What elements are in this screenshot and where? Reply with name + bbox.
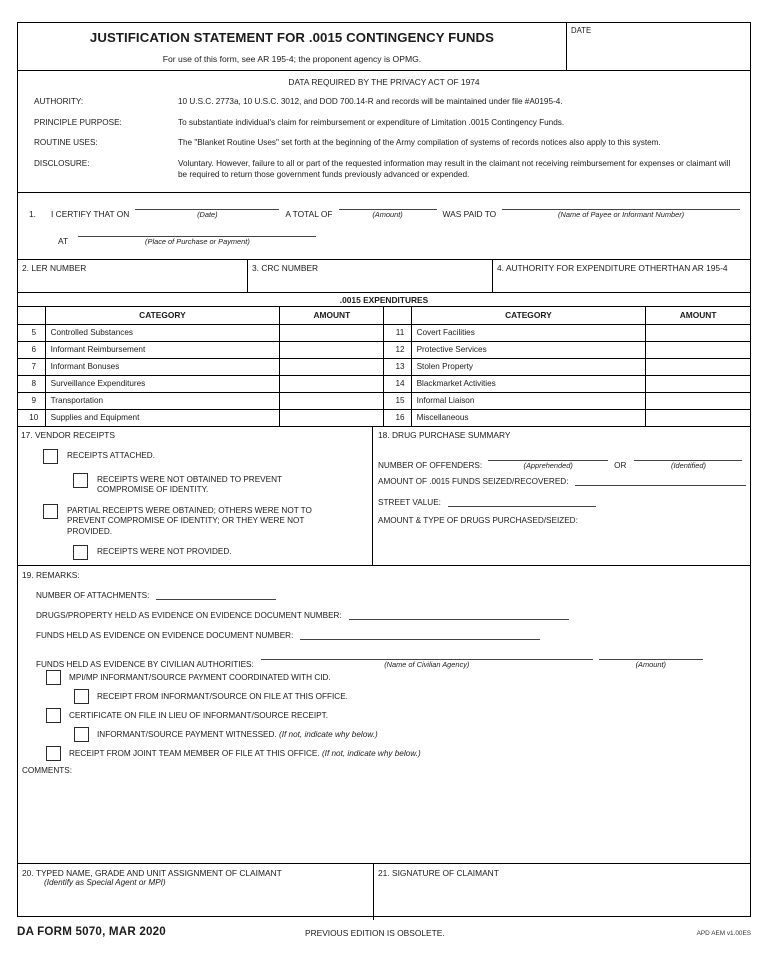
row-amount-input[interactable] xyxy=(646,409,750,426)
checkbox-label-note: (If not, indicate why below.) xyxy=(321,748,421,758)
vendor-receipts-section xyxy=(18,427,373,565)
funds-evidence-input[interactable] xyxy=(300,628,540,640)
checkbox-receipts-not-provided[interactable] xyxy=(73,545,88,560)
table-row xyxy=(18,341,750,358)
funds-evidence-label: FUNDS HELD AS EVIDENCE ON EVIDENCE DOCUMENT NUMBER: xyxy=(36,630,294,640)
row-category: Informal Liaison xyxy=(411,392,646,409)
row-category: Surveillance Expenditures xyxy=(45,375,280,392)
signature-number: 21. xyxy=(378,867,390,878)
identifiers-row xyxy=(18,260,750,293)
row-number: 11 xyxy=(384,324,411,341)
funds-seized-input[interactable] xyxy=(575,474,746,486)
row-number: 16 xyxy=(384,409,411,426)
row-category: Covert Facilities xyxy=(411,324,646,341)
privacy-text: Voluntary. However, failure to all or part of the requested information may result in the claimant not receiving reimbursement for expenses or claimant will be required to return those government funds previously advanced or expended. xyxy=(178,158,731,179)
privacy-row-routine-uses xyxy=(18,137,750,149)
identified-caption: (Identified) xyxy=(670,460,706,470)
certify-amount-input[interactable] xyxy=(339,198,437,210)
certify-at-label: AT xyxy=(58,236,69,246)
form-subtitle: For use of this form, see AR 195-4; the proponent agency is OPMG. xyxy=(162,54,422,64)
certification-block xyxy=(18,193,750,260)
da-form-5070 xyxy=(17,22,751,917)
ler-number-text: LER NUMBER xyxy=(31,263,87,273)
item-1-number: 1. xyxy=(29,209,36,219)
privacy-row-authority xyxy=(18,96,750,108)
row-category: Supplies and Equipment xyxy=(45,409,280,426)
row-number: 15 xyxy=(384,392,411,409)
col-blank-right xyxy=(384,307,411,324)
row-amount-input[interactable] xyxy=(646,358,750,375)
checkbox-mpi-payment-coordinated[interactable] xyxy=(46,670,61,685)
row-category: Miscellaneous xyxy=(411,409,646,426)
or-label: OR xyxy=(614,460,627,470)
checkbox-label: RECEIPTS WERE NOT OBTAINED TO PREVENT COMPROMISE OF IDENTITY. xyxy=(97,474,282,494)
authority-expenditure-field[interactable] xyxy=(493,260,750,292)
civilian-agency-caption: (Name of Civilian Agency) xyxy=(384,659,470,669)
funds-seized-label: AMOUNT OF .0015 FUNDS SEIZED/RECOVERED: xyxy=(378,476,569,486)
date-label: DATE xyxy=(571,26,592,35)
date-block xyxy=(567,23,750,70)
ler-number-field[interactable] xyxy=(18,260,248,292)
certify-paid-to-label: WAS PAID TO xyxy=(442,209,497,219)
certify-payee-caption: (Name of Payee or Informant Number) xyxy=(558,210,685,219)
row-number: 14 xyxy=(384,375,411,392)
checkbox-receipts-not-obtained[interactable] xyxy=(73,473,88,488)
certify-place-input[interactable] xyxy=(78,225,316,237)
row-amount-input[interactable] xyxy=(280,375,384,392)
row-amount-input[interactable] xyxy=(646,324,750,341)
table-row xyxy=(18,324,750,341)
signature-label: SIGNATURE OF CLAIMANT xyxy=(391,867,499,878)
certify-payee-input[interactable] xyxy=(502,198,740,210)
receipts-and-drugs-block xyxy=(18,427,750,566)
checkbox-label: MPI/MP INFORMANT/SOURCE PAYMENT COORDINATED WITH CID. xyxy=(69,672,331,682)
attachments-label: NUMBER OF ATTACHMENTS: xyxy=(36,590,150,600)
privacy-label: ROUTINE USES: xyxy=(34,138,98,147)
row-number: 7 xyxy=(18,358,45,375)
authority-text: AUTHORITY FOR EXPENDITURE OTHERTHAN AR 195-4 xyxy=(505,263,728,273)
row-number: 8 xyxy=(18,375,45,392)
crc-number-text: CRC NUMBER xyxy=(261,263,319,273)
expenditures-header-row xyxy=(18,307,750,324)
col-amount-left: AMOUNT xyxy=(280,307,384,324)
table-row xyxy=(18,358,750,375)
offenders-apprehended-input[interactable] xyxy=(488,449,608,461)
row-number: 13 xyxy=(384,358,411,375)
row-category: Protective Services xyxy=(411,341,646,358)
row-amount-input[interactable] xyxy=(280,341,384,358)
checkbox-label: CERTIFICATE ON FILE IN LIEU OF INFORMANT/SOURCE RECEIPT. xyxy=(69,710,328,720)
privacy-label: AUTHORITY: xyxy=(34,97,84,106)
privacy-text: 10 U.S.C. 2773a, 10 U.S.C. 3012, and DOD 700.14-R and records will be maintained under file #A0195-4. xyxy=(178,97,563,106)
version-label: APD AEM v1.00ES xyxy=(696,930,751,937)
checkbox-label: RECEIPT FROM JOINT TEAM MEMBER OF FILE AT THIS OFFICE. xyxy=(69,748,320,758)
certify-date-caption: (Date) xyxy=(197,210,218,219)
row-amount-input[interactable] xyxy=(280,358,384,375)
civilian-amount-caption: (Amount) xyxy=(635,659,666,669)
certify-total-label: A TOTAL OF xyxy=(285,209,333,219)
checkbox-receipt-on-file[interactable] xyxy=(74,689,89,704)
drugs-evidence-input[interactable] xyxy=(349,608,569,620)
expenditures-title: .0015 EXPENDITURES xyxy=(18,293,750,307)
row-amount-input[interactable] xyxy=(646,392,750,409)
offenders-identified-input[interactable] xyxy=(634,449,742,461)
privacy-row-disclosure xyxy=(18,158,750,181)
claimant-sublabel: (Identify as Special Agent or MPI) xyxy=(44,877,166,887)
row-category: Stolen Property xyxy=(411,358,646,375)
privacy-text: The "Blanket Routine Uses" set forth at the beginning of the Army compilation of systems of records notices also apply to this system. xyxy=(178,138,661,147)
comments-label: COMMENTS: xyxy=(22,765,73,775)
row-amount-input[interactable] xyxy=(280,392,384,409)
table-row xyxy=(18,392,750,409)
claimant-input[interactable] xyxy=(22,887,373,909)
form-header xyxy=(18,23,750,71)
row-amount-input[interactable] xyxy=(646,375,750,392)
row-number: 5 xyxy=(18,324,45,341)
row-category: Controlled Substances xyxy=(45,324,280,341)
col-category-left: CATEGORY xyxy=(45,307,280,324)
certify-place-caption: (Place of Purchase or Payment) xyxy=(145,237,250,246)
apprehended-caption: (Apprehended) xyxy=(523,460,573,470)
row-category: Blackmarket Activities xyxy=(411,375,646,392)
col-category-right: CATEGORY xyxy=(411,307,646,324)
remarks-section xyxy=(18,566,750,864)
checkbox-label-note: (If not, indicate why below.) xyxy=(278,729,378,739)
table-row xyxy=(18,375,750,392)
row-amount-input[interactable] xyxy=(280,324,384,341)
row-number: 10 xyxy=(18,409,45,426)
claimant-label: TYPED NAME, GRADE AND UNIT ASSIGNMENT OF CLAIMANT xyxy=(35,867,282,878)
form-id: DA FORM 5070, MAR 2020 xyxy=(17,925,166,938)
row-number: 6 xyxy=(18,341,45,358)
expenditures-table xyxy=(18,307,750,427)
row-amount-input[interactable] xyxy=(280,409,384,426)
row-category: Informant Reimbursement xyxy=(45,341,280,358)
claimant-number: 20. xyxy=(22,867,34,878)
title-block xyxy=(18,23,567,70)
row-amount-input[interactable] xyxy=(646,341,750,358)
crc-number-field[interactable] xyxy=(248,260,493,292)
crc-number-label: 3. xyxy=(252,263,259,273)
row-category: Transportation xyxy=(45,392,280,409)
civilian-agency-input[interactable] xyxy=(261,648,593,660)
checkbox-label: RECEIPTS WERE NOT PROVIDED. xyxy=(97,547,232,556)
checkbox-certificate-on-file[interactable] xyxy=(46,708,61,723)
table-row xyxy=(18,409,750,426)
col-blank-left xyxy=(18,307,45,324)
privacy-act-block xyxy=(18,71,750,193)
remarks-heading: 19. REMARKS: xyxy=(22,569,80,580)
certify-amount-caption: (Amount) xyxy=(372,210,403,219)
checkbox-label: RECEIPT FROM INFORMANT/SOURCE ON FILE AT THIS OFFICE. xyxy=(97,691,348,701)
street-value-input[interactable] xyxy=(448,495,596,507)
checkbox-label: PARTIAL RECEIPTS WERE OBTAINED; OTHERS WERE NOT TO PREVENT COMPROMISE OF IDENTITY; OR THEY WERE NOT PROVIDED. xyxy=(67,505,312,536)
privacy-row-principle-purpose xyxy=(18,117,750,129)
row-category: Informant Bonuses xyxy=(45,358,280,375)
drug-purchase-summary-section xyxy=(373,427,750,565)
col-amount-right: AMOUNT xyxy=(646,307,750,324)
authority-number-label: 4. xyxy=(497,263,504,273)
date-input[interactable] xyxy=(571,35,750,63)
drug-summary-heading: 18. DRUG PURCHASE SUMMARY xyxy=(378,429,511,440)
drugs-purchased-input[interactable] xyxy=(378,525,750,559)
offenders-label: NUMBER OF OFFENDERS: xyxy=(378,460,483,470)
checkbox-label: INFORMANT/SOURCE PAYMENT WITNESSED. xyxy=(97,729,277,739)
checkbox-partial-receipts[interactable] xyxy=(43,504,58,519)
privacy-text: To substantiate individual's claim for reimbursement or expenditure of Limitation .0015 Contingency Funds. xyxy=(178,117,565,127)
vendor-receipts-heading: 17. VENDOR RECEIPTS xyxy=(21,429,116,440)
drugs-evidence-label: DRUGS/PROPERTY HELD AS EVIDENCE ON EVIDENCE DOCUMENT NUMBER: xyxy=(36,610,342,620)
certify-date-input[interactable] xyxy=(135,198,279,210)
row-number: 12 xyxy=(384,341,411,358)
checkbox-label: RECEIPTS ATTACHED. xyxy=(67,450,155,460)
privacy-label: DISCLOSURE: xyxy=(34,158,90,168)
ler-number-label: 2. xyxy=(22,263,29,273)
page-title: JUSTIFICATION STATEMENT FOR .0015 CONTINGENCY FUNDS xyxy=(89,30,495,45)
checkbox-payment-witnessed[interactable] xyxy=(74,727,89,742)
form-footer xyxy=(17,925,751,945)
certify-lead-label: I CERTIFY THAT ON xyxy=(51,209,130,219)
attachments-input[interactable] xyxy=(156,588,276,600)
comments-input[interactable] xyxy=(22,775,750,885)
privacy-act-heading: DATA REQUIRED BY THE PRIVACY ACT OF 1974 xyxy=(288,77,480,87)
drugs-purchased-label: AMOUNT & TYPE OF DRUGS PURCHASED/SEIZED: xyxy=(378,515,578,525)
checkbox-receipt-joint-team[interactable] xyxy=(46,746,61,761)
civilian-amount-input[interactable] xyxy=(599,648,703,660)
privacy-label: PRINCIPLE PURPOSE: xyxy=(34,117,122,127)
street-value-label: STREET VALUE: xyxy=(378,497,441,507)
checkbox-receipts-attached[interactable] xyxy=(43,449,58,464)
previous-edition-note: PREVIOUS EDITION IS OBSOLETE. xyxy=(305,928,445,938)
civilian-authorities-label: FUNDS HELD AS EVIDENCE BY CIVILIAN AUTHORITIES: xyxy=(36,659,254,669)
row-number: 9 xyxy=(18,392,45,409)
